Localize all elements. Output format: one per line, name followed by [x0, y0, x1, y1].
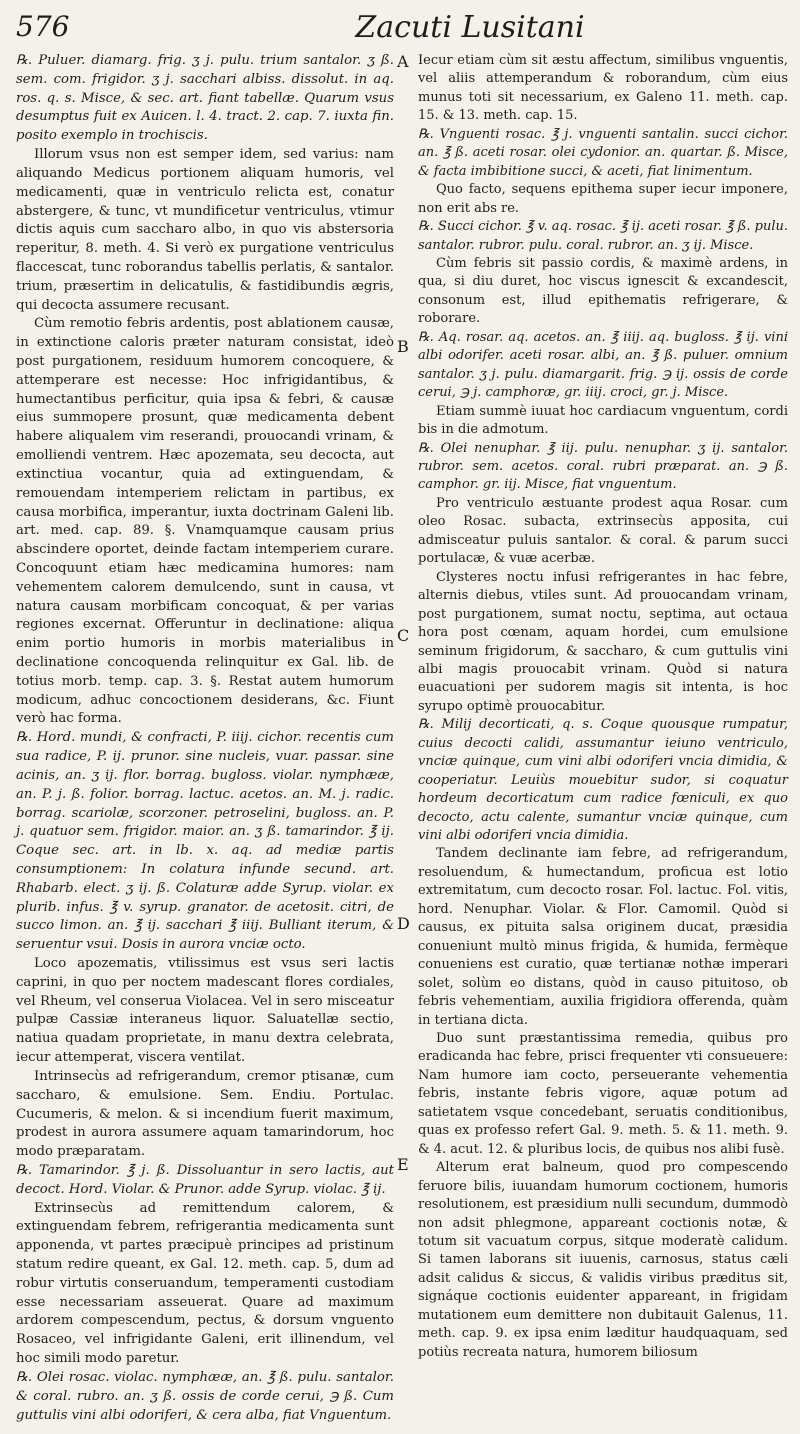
text-paragraph: Extrinsecùs ad remittendum calorem, & extinguendam febrem, refrigerantia medicamenta sunt apponenda, vt partes præcipuè principes ad pristinum statum redire queant, ex Gal. 12. meth. cap. 5, dum ad robur virtutis conseruandum, temperamenti custodiam esse necessariam asseuerat. Quare ad maximum ardorem compescendum, pectus, & dorsum vnguento Rosaceo, vel infrigidante Galeni, erit illinendum, vel hoc simili modo paretur.	[16, 1200, 394, 1367]
margin-mark-a: A	[397, 52, 409, 71]
margin-mark-b: B	[397, 337, 409, 356]
left-column	[16, 52, 394, 1425]
text-paragraph: Clysteres noctu infusi refrigerantes in hac febre, alternis diebus, vtiles sunt. Ad prouocandam vrinam, post purgationem, sumat noctu, septima, aut octaua hora post cœnam, aquam hordei, cum emulsione seminum frigidorum, & saccharo, & cum guttulis vini albi magis prouocabit vrinam. Quòd si natura euacuationi per sudorem magis sit intenta, is hoc syrupo optimè prouocabitur.	[418, 569, 788, 714]
margin-mark-c: C	[397, 626, 410, 645]
running-title: Zacuti Lusitani	[355, 10, 585, 45]
text-paragraph: Cùm febris sit passio cordis, & maximè ardens, in qua, si diu duret, hoc viscus ignescit & excandescit, consonum est, illud epithematis refrigerare, & roborare.	[418, 255, 788, 327]
text-paragraph: Iecur etiam cùm sit æstu affectum, similibus vnguentis, vel aliis attemperandum & roborandum, cùm eius munus toti sit necessarium, ex Galeno 11. meth. cap. 15. & 13. meth. cap. 15.	[418, 53, 788, 124]
text-paragraph: Tandem declinante iam febre, ad refrigerandum, resoluendum, & humectandum, proficua est lotio extremitatum, cum decocto rosar. Fol. lactuc. Fol. vitis, hord. Nenuphar. Violar. & Flor. Camomil. Quòd si causus, ex pituita salsa originem ducat, præsidia conueniunt multò minus frigida, & humida, fermèque conueniens est curatio, quæ tertianæ nothæ imperari solet, solùm eo distans, quòd in causo pituitoso, ob febris vehementiam, auxilia frigidiora offerenda, quàm in tertiana dicta.	[418, 846, 788, 1028]
text-paragraph: Duo sunt præstantissima remedia, quibus pro eradicanda hac febre, prisci frequenter vti consueuere: Nam humore iam cocto, perseuerante vehementia febris, instante febris vigore, aquæ potum ad satietatem vsque concedebant, seruatis conditionibus, quas ex professo refert Gal. 9. meth. 5. & 11. meth. 9. & 4. acut. 12. & pluribus locis, de quibus nos alibi fusè.	[418, 1031, 788, 1157]
text-paragraph: Loco apozematis, vtilissimus est vsus seri lactis caprini, in quo per noctem madescant flores cordiales, vel Rheum, vel conserua Violacea. Vel in sero misceatur pulpæ Cassiæ interaneus liquor. Saluatellæ sectio, natiua quadam proprietate, in manu dextra celebrata, iecur attemperat, viscera ventilat.	[16, 956, 394, 1066]
page-header	[0, 10, 800, 52]
page-number: 576	[16, 10, 70, 43]
recipe-paragraph: ℞. Olei nenuphar. ℥ iij. pulu. nenuphar. ʒ ij. santalor. rubror. sem. acetos. coral. rubri præparat. an. ℈ ß. camphor. gr. iij. Misce, fiat vnguentum.	[418, 440, 788, 493]
margin-mark-d: D	[397, 914, 410, 933]
recipe-paragraph: ℞. Aq. rosar. aq. acetos. an. ℥ iiij. aq. bugloss. ℥ ij. vini albi odorifer. aceti rosar. albi, an. ℥ ß. puluer. omnium santalor. ʒ j. pulu. diamargarit. frig. ℈ ij. ossis de corde cerui, ℈ j. camphoræ, gr. iiij. croci, gr. j. Misce.	[418, 329, 788, 401]
text-paragraph: Pro ventriculo æstuante prodest aqua Rosar. cum oleo Rosac. subacta, extrinsecùs apposita, cui admisceatur puluis santalor. & coral. & parum succi portulacæ, & vuæ acerbæ.	[418, 495, 788, 567]
text-paragraph: Quo facto, sequens epithema super iecur imponere, non erit abs re.	[418, 182, 788, 216]
recipe-paragraph: ℞. Tamarindor. ℥ j. ß. Dissoluantur in sero lactis, aut decoct. Hord. Violar. & Prunor. adde Syrup. violac. ℥ ij.	[16, 1162, 394, 1197]
recipe-paragraph: ℞. Olei rosac. violac. nymphææ, an. ℥ ß. pulu. santalor. & coral. rubro. an. ʒ ß. ossis de corde cerui, ℈ ß. Cum guttulis vini albi odoriferi, & cera alba, fiat Vnguentum.	[16, 1369, 394, 1423]
right-column	[418, 52, 788, 1362]
recipe-paragraph: ℞. Vnguenti rosac. ℥ j. vnguenti santalin. succi cichor. an. ℥ ß. aceti rosar. olei cydonior. an. quartar. ß. Misce, & facta imbibitione succi, & aceti, fiat linimentum.	[418, 126, 788, 179]
text-paragraph: Etiam summè iuuat hoc cardiacum vnguentum, cordi bis in die admotum.	[418, 403, 788, 438]
recipe-paragraph: ℞. Puluer. diamarg. frig. ʒ j. pulu. trium santalor. ʒ ß. sem. com. frigidor. ʒ j. sacchari albiss. dissolut. in aq. ros. q. s. Misce, & sec. art. fiant tabellæ. Quarum vsus desumptus fuit ex Auicen. l. 4. tract. 2. cap. 7. iuxta fin. posito exemplo in trochiscis.	[16, 53, 394, 144]
margin-mark-e: E	[397, 1155, 409, 1174]
text-paragraph: Cùm remotio febris ardentis, post ablationem causæ, in extinctione caloris præter naturam consistat, ideò post purgationem, residuum humorem concoquere, & attemperare est necesse: Hoc infrigidantibus, & humectantibus perficitur, quia ipsa & febri, & causæ eius summopere prosunt, quæ medicamenta debent habere aliqualem vim reserandi, prouocandi vrinam, & emolliendi ventrem. Hæc apozemata, seu decocta, aut extinctiua vocantur, quia ad extinguendam, & remouendam intemperiem relictam in partibus, ex causa morbifica, imperantur, iuxta doctrinam Galeni lib. art. med. cap. 89. §. Vnamquamque causam prius abscindere oportet, deinde factam intemperiem curare. Concoquunt etiam hæc medicamina humores: nam vehementem calorem demulcendo, sunt in causa, vt natura causam morbificam concoquat, & per varias regiones excernat. Offeruntur in declinatione: aliqua enim portio humoris in morbis materialibus in declinatione concoquenda relinquitur ex Gal. lib. de totius morb. temp. cap. 3. §. Restat autem humorum modicum, adhuc concoctionem desiderans, &c. Fiunt verò hac forma.	[16, 316, 394, 727]
text-paragraph: Alterum erat balneum, quod pro compescendo feruore bilis, iuuandam humorum coctionem, humoris resolutionem, est præsidium nulli secundum, dummodò non adsit phlegmone, appareant coctionis notæ, & totum sit vacuatum corpus, sitque moderatè calidum. Si tamen laborans sit iuuenis, carnosus, status cæli adsit calidus & siccus, & validis viribus præditus sit, signáque coctionis euidenter appareant, in frigidam mutationem eum demittere non dubitauit Galenus, 11. meth. cap. 9. ex ipsa enim læditur haudquaquam, sed potiùs recreata natura, humorem biliosum	[418, 1160, 788, 1360]
recipe-paragraph: ℞. Milij decorticati, q. s. Coque quousque rumpatur, cuius decocti calidi, assumantur ieiuno ventriculo, vnciæ quinque, cum vini albi odoriferi vncia dimidia, & cooperiatur. Leuiùs mouebitur sudor, si coquatur hordeum decorticatum cum radice fœniculi, ex quo decocto, actu calente, sumantur vnciæ quinque, cum vini albi odoriferi vncia dimidia.	[418, 717, 788, 844]
text-paragraph: Intrinsecùs ad refrigerandum, cremor ptisanæ, cum saccharo, & emulsione. Sem. Endiu. Portulac. Cucumeris, & melon. & si incendium fuerit maximum, prodest in aurora assumere aquam tamarindorum, hoc modo præparatam.	[16, 1068, 394, 1160]
recipe-paragraph: ℞. Hord. mundi, & confracti, P. iiij. cichor. recentis cum sua radice, P. ij. prunor. sine nucleis, vuar. passar. sine acinis, an. ʒ ij. flor. borrag. bugloss. violar. nymphææ, an. P. j. ß. folior. borrag. lactuc. acetos. an. M. j. radic. borrag. scariolæ, scorzoner. petroselini, bugloss. an. P. j. quatuor sem. frigidor. maior. an. ʒ ß. tamarindor. ℥ ij. Coque sec. art. in lb. x. aq. ad mediæ partis consumptionem: In colatura infunde secund. art. Rhabarb. elect. ʒ ij. ß. Colaturæ adde Syrup. violar. ex plurib. infus. ℥ v. syrup. granator. de acetosit. citri, de succo limon. an. ℥ ij. sacchari ℥ iiij. Bulliant iterum, & seruentur vsui. Dosis in aurora vnciæ octo.	[16, 730, 394, 953]
text-paragraph: Illorum vsus non est semper idem, sed varius: nam aliquando Medicus portionem aliquam humoris, vel medicamenti, quæ in ventriculo relicta est, conatur abstergere, & tunc, vt mundificetur ventriculus, vtimur dictis aquis cum saccharo albo, in quo vis abstersoria reperitur, 8. meth. 4. Si verò ex purgatione ventriculus flaccescat, tunc roborandus tabellis perlatis, & santalor. trium, præsertim in delicatulis, & fastidibundis ægris, qui decocta assumere recusant.	[16, 147, 394, 313]
recipe-paragraph: ℞. Succi cichor. ℥ v. aq. rosac. ℥ ij. aceti rosar. ℥ ß. pulu. santalor. rubror. pulu. coral. rubror. an. ʒ ij. Misce.	[418, 219, 788, 253]
